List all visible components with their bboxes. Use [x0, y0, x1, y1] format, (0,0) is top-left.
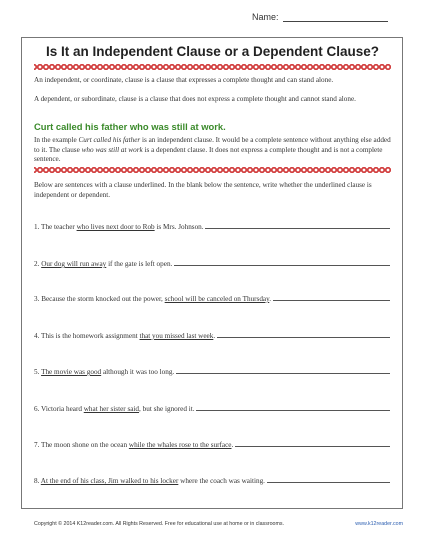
- underlined-clause: what her sister said: [83, 405, 140, 413]
- underlined-clause: that you missed last week: [139, 332, 214, 340]
- answer-blank[interactable]: [205, 221, 390, 229]
- example-explanation-part: is an independent clause. It would be a complete sentence without anything else added to it. The clause: [34, 136, 391, 154]
- divider-bottom: [34, 167, 391, 173]
- question-text: 1. The teacher: [34, 223, 77, 231]
- question-text: 2.: [34, 260, 42, 268]
- underlined-clause: who lives next door to Rob: [76, 223, 155, 231]
- divider-top: [34, 64, 391, 70]
- definition-dependent: A dependent, or subordinate, clause is a clause that does not express a complete thought and cannot stand alone.: [34, 95, 356, 103]
- underlined-clause: school will be canceled on Thursday: [164, 295, 270, 303]
- underlined-clause: At the end of his class, Jim walked to his locker: [40, 477, 179, 485]
- question-text: 7. The moon shone on the ocean: [34, 441, 129, 449]
- answer-blank[interactable]: [273, 293, 390, 301]
- answer-blank[interactable]: [217, 330, 390, 338]
- answer-blank[interactable]: [267, 475, 390, 483]
- example-explanation-part: In the example: [34, 136, 79, 144]
- answer-blank[interactable]: [176, 366, 390, 374]
- question-text: is Mrs. Johnson.: [154, 223, 204, 231]
- question-text: 5.: [34, 368, 42, 376]
- underlined-clause: The movie was good: [41, 368, 102, 376]
- example-sentence: Curt called his father who was still at work.: [34, 121, 226, 132]
- question-6: [34, 403, 394, 413]
- underlined-clause: while the whales rose to the surface: [128, 441, 232, 449]
- footer-copyright: Copyright © 2014 K12reader.com. All Rights Reserved. Free for educational use at home or in classrooms.: [34, 521, 285, 527]
- question-text: where the coach was waiting.: [178, 477, 265, 485]
- question-text: 4. This is the homework assignment: [34, 332, 140, 340]
- question-8: [34, 475, 394, 485]
- name-field: [252, 12, 388, 22]
- definition-independent: An independent, or coordinate, clause is a clause that expresses a complete thought and can stand alone.: [34, 76, 334, 84]
- example-independent-clause: Curt called his father: [78, 136, 141, 144]
- name-label: Name:: [252, 12, 279, 22]
- answer-blank[interactable]: [235, 439, 390, 447]
- question-text: .: [213, 332, 216, 340]
- question-3: [34, 293, 394, 303]
- question-4: [34, 330, 394, 340]
- question-text: 8.: [34, 477, 41, 485]
- question-text: , but she ignored it.: [139, 405, 195, 413]
- question-text: 6. Victoria heard: [34, 405, 84, 413]
- footer-url[interactable]: www.k12reader.com: [355, 521, 403, 527]
- question-1: [34, 221, 394, 231]
- example-dependent-clause: who was still at work: [81, 145, 143, 154]
- example-explanation: [34, 136, 391, 165]
- question-text: 3. Because the storm knocked out the power,: [34, 295, 165, 303]
- instructions: Below are sentences with a clause underlined. In the blank below the sentence, write whether the underlined clause is independent or dependent.: [34, 181, 372, 199]
- question-text: .: [269, 295, 272, 303]
- underlined-clause: Our dog will run away: [41, 260, 107, 268]
- worksheet-title: Is It an Independent Clause or a Dependent Clause?: [45, 44, 380, 59]
- question-5: [34, 366, 394, 376]
- question-2: [34, 258, 394, 268]
- name-blank[interactable]: [283, 12, 388, 22]
- question-text: although it was too long.: [101, 368, 175, 376]
- question-text: .: [231, 441, 234, 449]
- answer-blank[interactable]: [196, 403, 390, 411]
- question-text: if the gate is left open.: [106, 260, 173, 268]
- example-explanation-part: is a dependent clause. It does not express a complete thought and is not a complete sentence.: [34, 145, 383, 164]
- answer-blank[interactable]: [174, 258, 390, 266]
- question-7: [34, 439, 394, 449]
